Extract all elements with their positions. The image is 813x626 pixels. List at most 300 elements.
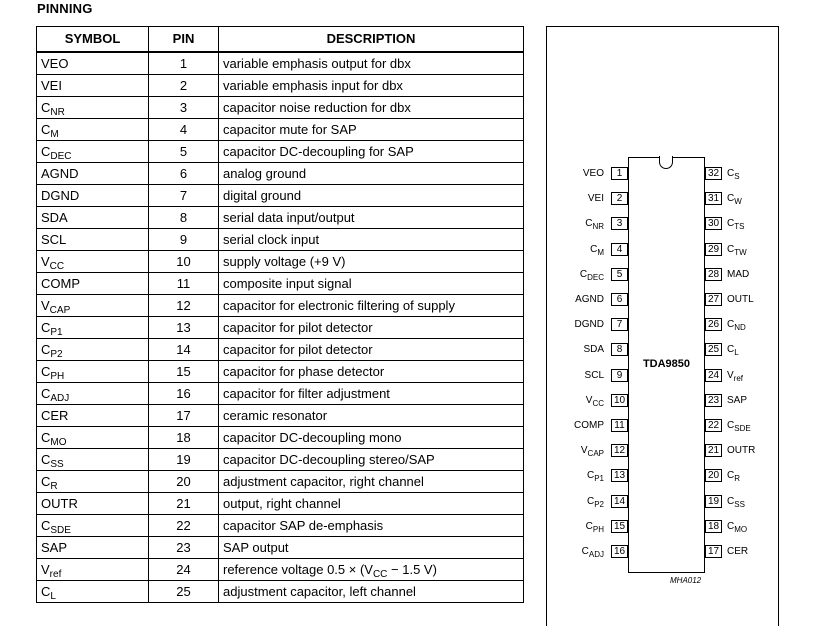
pin-description <box>219 207 524 229</box>
pin-label <box>588 192 604 206</box>
pin-symbol <box>37 119 149 141</box>
pin-symbol <box>37 361 149 383</box>
table-row <box>37 229 524 251</box>
description-text: serial data input/output <box>223 209 355 225</box>
pin-label-main: V <box>580 445 588 456</box>
pin-number-box: 8 <box>611 343 628 356</box>
right-pin <box>705 545 795 559</box>
symbol-column-header: SYMBOL <box>37 27 149 53</box>
right-pin <box>705 318 795 332</box>
symbol-main: VEO <box>41 55 69 71</box>
symbol-main: C <box>41 143 51 159</box>
pin-number: 18 <box>149 427 219 449</box>
left-pin <box>560 495 628 509</box>
pin-symbol <box>37 97 149 119</box>
description-subscript: CC <box>372 568 388 580</box>
symbol-main: C <box>41 121 51 137</box>
pin-label-main: C <box>586 496 595 507</box>
pin-number: 6 <box>149 163 219 185</box>
pin-label <box>580 268 604 282</box>
pin-symbol <box>37 581 149 603</box>
table-row <box>37 97 524 119</box>
symbol-main: VEI <box>41 77 62 93</box>
table-row <box>37 251 524 273</box>
pin-label-main: C <box>590 244 598 255</box>
pin-number: 14 <box>149 339 219 361</box>
pin-label <box>590 243 604 257</box>
pin-label <box>575 318 604 332</box>
pin-label-main: C <box>585 218 593 229</box>
right-pin <box>705 394 795 408</box>
table-row <box>37 405 524 427</box>
pin-description <box>219 163 524 185</box>
pin-label-subscript: ADJ <box>588 550 604 559</box>
pin-number: 13 <box>149 317 219 339</box>
pin-description <box>219 493 524 515</box>
pin-number-box: 11 <box>611 419 628 432</box>
pin-label <box>727 520 747 534</box>
pin-description <box>219 141 524 163</box>
pin-symbol <box>37 251 149 273</box>
left-pin <box>560 419 628 433</box>
pin-description <box>219 339 524 361</box>
pin-label <box>727 268 749 282</box>
right-pin <box>705 343 795 357</box>
pin-label-subscript: W <box>734 197 742 206</box>
pin-description <box>219 229 524 251</box>
pin-label-main: C <box>727 244 735 255</box>
symbol-main: C <box>41 429 51 445</box>
pin-label <box>727 495 745 509</box>
table-row <box>37 493 524 515</box>
pin-number-box: 25 <box>705 343 722 356</box>
pin-symbol <box>37 559 149 581</box>
pin-number: 23 <box>149 537 219 559</box>
pin-label <box>585 369 604 383</box>
symbol-main: AGND <box>41 165 79 181</box>
pin-label <box>727 167 740 181</box>
pin-label <box>727 419 751 433</box>
symbol-main: C <box>41 99 51 115</box>
pin-description <box>219 251 524 273</box>
description-text: capacitor SAP de-emphasis <box>223 517 384 533</box>
pin-label <box>727 192 742 206</box>
left-pin <box>560 469 628 483</box>
pin-number-box: 21 <box>705 444 722 457</box>
right-pin <box>705 192 795 206</box>
symbol-main: C <box>41 363 51 379</box>
pin-description <box>219 537 524 559</box>
pin-label <box>575 293 604 307</box>
pin-label-main: C <box>727 218 735 229</box>
left-pin <box>560 217 628 231</box>
pin-symbol <box>37 339 149 361</box>
pin-label-main: MAD <box>727 269 750 280</box>
description-text: variable emphasis output for dbx <box>223 55 411 71</box>
pin-number: 17 <box>149 405 219 427</box>
pin-label-subscript: P1 <box>594 474 604 483</box>
table-row <box>37 119 524 141</box>
pin-number-box: 13 <box>611 469 628 482</box>
table-row <box>37 52 524 75</box>
pin-label-main: CER <box>727 546 749 557</box>
pin-number-box: 20 <box>705 469 722 482</box>
pin-symbol <box>37 449 149 471</box>
pin-label-main: V <box>585 395 593 406</box>
symbol-subscript: PH <box>50 370 65 382</box>
symbol-subscript: CAP <box>49 304 71 316</box>
pin-description <box>219 405 524 427</box>
pin-label-subscript: PH <box>592 525 604 534</box>
symbol-main: COMP <box>41 275 80 291</box>
pin-label-main: C <box>727 521 735 532</box>
left-pin <box>560 167 628 181</box>
pin-number-box: 1 <box>611 167 628 180</box>
pin-description <box>219 361 524 383</box>
pin-description <box>219 471 524 493</box>
pin-label-main: OUTR <box>727 445 756 456</box>
pin-label <box>727 243 747 257</box>
symbol-main: SCL <box>41 231 67 247</box>
pin-symbol <box>37 52 149 75</box>
pin-label <box>727 293 754 307</box>
pin-symbol <box>37 405 149 427</box>
symbol-subscript: MO <box>50 436 67 448</box>
pin-description <box>219 515 524 537</box>
pin-number: 16 <box>149 383 219 405</box>
chip-name: TDA9850 <box>642 358 691 370</box>
pin-description <box>219 185 524 207</box>
pin-description <box>219 427 524 449</box>
pin-number: 21 <box>149 493 219 515</box>
pin-label-subscript: CAP <box>587 449 604 458</box>
pin-number-box: 3 <box>611 217 628 230</box>
description-text: adjustment capacitor, right channel <box>223 473 424 489</box>
pin-label <box>727 318 746 332</box>
pin-number-box: 30 <box>705 217 722 230</box>
pin-label-subscript: SDE <box>734 424 751 433</box>
pin-symbol <box>37 493 149 515</box>
pin-label <box>581 444 604 458</box>
pin-number-box: 24 <box>705 369 722 382</box>
pin-label-subscript: M <box>597 248 604 257</box>
pin-number: 25 <box>149 581 219 603</box>
pin-label-main: VEO <box>582 168 604 179</box>
pin-number: 4 <box>149 119 219 141</box>
pin-label <box>583 343 604 357</box>
pin-label-subscript: ref <box>733 374 744 383</box>
symbol-subscript: SS <box>50 458 64 470</box>
left-pin <box>560 318 628 332</box>
symbol-main: C <box>41 385 51 401</box>
pin-number-box: 7 <box>611 318 628 331</box>
pin-symbol <box>37 383 149 405</box>
pin-label <box>727 343 739 357</box>
pin-label <box>582 545 604 559</box>
pin-symbol <box>37 471 149 493</box>
table-row <box>37 273 524 295</box>
symbol-subscript: R <box>50 480 58 492</box>
pin-label-subscript: R <box>734 474 741 483</box>
pin-number: 11 <box>149 273 219 295</box>
pin-number-box: 22 <box>705 419 722 432</box>
table-row <box>37 207 524 229</box>
symbol-main: C <box>41 517 51 533</box>
symbol-main: V <box>41 561 50 577</box>
pin-symbol <box>37 295 149 317</box>
pin-number-box: 23 <box>705 394 722 407</box>
pin-description <box>219 52 524 75</box>
pin-number: 24 <box>149 559 219 581</box>
pin-symbol <box>37 515 149 537</box>
description-text: capacitor for pilot detector <box>223 319 373 335</box>
left-pin <box>560 444 628 458</box>
pin-label-main: C <box>727 470 735 481</box>
right-pin <box>705 243 795 257</box>
symbol-main: SAP <box>41 539 68 555</box>
pin-symbol <box>37 75 149 97</box>
description-tail: − 1.5 V) <box>387 561 437 577</box>
pin-number-box: 31 <box>705 192 722 205</box>
pin-label-subscript: TW <box>734 248 747 257</box>
right-pin <box>705 520 795 534</box>
pin-label-main: OUTL <box>727 294 754 305</box>
pin-symbol <box>37 427 149 449</box>
table-row <box>37 449 524 471</box>
pin-symbol <box>37 185 149 207</box>
pin-number-box: 15 <box>611 520 628 533</box>
pin-label <box>727 469 740 483</box>
pin-label <box>727 217 744 231</box>
pin-label-subscript: L <box>734 348 739 357</box>
symbol-subscript: ref <box>49 568 62 580</box>
pin-number: 10 <box>149 251 219 273</box>
table-row <box>37 427 524 449</box>
description-text: variable emphasis input for dbx <box>223 77 403 93</box>
table-row <box>37 141 524 163</box>
pin-label-subscript: P2 <box>594 500 604 509</box>
pin-number-box: 26 <box>705 318 722 331</box>
pin-number-box: 10 <box>611 394 628 407</box>
left-pin <box>560 394 628 408</box>
pin-number-box: 32 <box>705 167 722 180</box>
pin-label-main: SAP <box>727 395 748 406</box>
left-pin <box>560 192 628 206</box>
pin-label <box>727 369 743 383</box>
pin-label <box>585 217 604 231</box>
symbol-subscript: L <box>50 590 56 602</box>
description-text: ceramic resonator <box>223 407 328 423</box>
left-pin <box>560 268 628 282</box>
description-text: capacitor DC-decoupling mono <box>223 429 402 445</box>
left-pin <box>560 369 628 383</box>
pin-symbol <box>37 207 149 229</box>
pin-number: 19 <box>149 449 219 471</box>
symbol-subscript: NR <box>50 106 65 118</box>
right-pin <box>705 217 795 231</box>
pin-number-box: 4 <box>611 243 628 256</box>
pin-description <box>219 273 524 295</box>
pin-number: 12 <box>149 295 219 317</box>
pin-label-subscript: TS <box>734 222 745 231</box>
pin-number-box: 5 <box>611 268 628 281</box>
right-pin <box>705 495 795 509</box>
table-header-row <box>37 27 524 53</box>
symbol-subscript: P2 <box>50 348 63 360</box>
pin-number: 15 <box>149 361 219 383</box>
pin-number: 3 <box>149 97 219 119</box>
pin-symbol <box>37 317 149 339</box>
pin-label-main: SCL <box>584 370 604 381</box>
description-text: capacitor mute for SAP <box>223 121 357 137</box>
description-text: supply voltage (+9 V) <box>223 253 346 269</box>
left-pin <box>560 343 628 357</box>
pin-label-subscript: DEC <box>587 273 604 282</box>
description-text: serial clock input <box>223 231 320 247</box>
symbol-main: C <box>41 583 51 599</box>
description-text: capacitor for pilot detector <box>223 341 373 357</box>
left-pin <box>560 293 628 307</box>
symbol-main: C <box>41 451 51 467</box>
pin-number: 1 <box>149 52 219 75</box>
pin-description <box>219 449 524 471</box>
symbol-subscript: DEC <box>50 150 72 162</box>
pin-number-box: 19 <box>705 495 722 508</box>
table-row <box>37 339 524 361</box>
description-text: analog ground <box>223 165 307 181</box>
symbol-main: CER <box>41 407 69 423</box>
description-text: capacitor for electronic filtering of supply <box>223 297 455 313</box>
table-row <box>37 163 524 185</box>
right-pin <box>705 369 795 383</box>
table-row <box>37 383 524 405</box>
right-pin <box>705 293 795 307</box>
pin-label-main: C <box>581 546 589 557</box>
description-text: SAP output <box>223 539 289 555</box>
pin-symbol <box>37 141 149 163</box>
pin-number-box: 27 <box>705 293 722 306</box>
table-body <box>37 52 524 603</box>
symbol-main: C <box>41 341 51 357</box>
pin-number-box: 12 <box>611 444 628 457</box>
pin-description <box>219 559 524 581</box>
right-pin <box>705 469 795 483</box>
pin-label-subscript: S <box>734 172 740 181</box>
right-pin <box>705 167 795 181</box>
symbol-main: V <box>41 253 50 269</box>
table-row <box>37 581 524 603</box>
pin-label-main: C <box>727 344 735 355</box>
pin-label-main: C <box>585 521 593 532</box>
table-row <box>37 361 524 383</box>
description-text: capacitor DC-decoupling for SAP <box>223 143 414 159</box>
figure-code: MHA012 <box>670 576 702 585</box>
pin-number: 2 <box>149 75 219 97</box>
pin-symbol <box>37 273 149 295</box>
pin-number-box: 6 <box>611 293 628 306</box>
pin-number: 9 <box>149 229 219 251</box>
table-row <box>37 559 524 581</box>
pin-symbol <box>37 229 149 251</box>
left-pin <box>560 545 628 559</box>
pin-description <box>219 317 524 339</box>
pin-number-box: 16 <box>611 545 628 558</box>
symbol-main: V <box>41 297 50 313</box>
description-text: composite input signal <box>223 275 352 291</box>
pin-label-main: C <box>727 319 735 330</box>
pin-label-subscript: MO <box>734 525 748 534</box>
table-row <box>37 75 524 97</box>
left-pin <box>560 243 628 257</box>
pin-label <box>583 167 604 181</box>
pin-label <box>574 419 604 433</box>
pin-label <box>586 520 604 534</box>
pin-number-box: 18 <box>705 520 722 533</box>
pin-label-main: COMP <box>574 420 604 431</box>
pin-description <box>219 119 524 141</box>
pin-number: 22 <box>149 515 219 537</box>
description-text: capacitor noise reduction for dbx <box>223 99 411 115</box>
table-row <box>37 185 524 207</box>
pin-description <box>219 581 524 603</box>
pin-label <box>727 545 748 559</box>
symbol-subscript: P1 <box>50 326 63 338</box>
table-row <box>37 295 524 317</box>
pin-label-main: C <box>727 420 735 431</box>
symbol-main: C <box>41 319 51 335</box>
symbol-main: C <box>41 473 51 489</box>
symbol-subscript: ADJ <box>50 392 70 404</box>
pin-label-subscript: ND <box>734 323 746 332</box>
symbol-main: SDA <box>41 209 68 225</box>
pin-number-box: 9 <box>611 369 628 382</box>
pin-symbol <box>37 163 149 185</box>
table-row <box>37 471 524 493</box>
pin-description <box>219 97 524 119</box>
pin-label-main: AGND <box>575 294 604 305</box>
right-pin <box>705 419 795 433</box>
pin-number: 20 <box>149 471 219 493</box>
symbol-main: DGND <box>41 187 80 203</box>
pin-label-subscript: NR <box>592 222 604 231</box>
left-pin <box>560 520 628 534</box>
pin-label-main: C <box>727 496 735 507</box>
pinning-table <box>36 26 524 603</box>
symbol-subscript: M <box>50 128 59 140</box>
pin-label-subscript: CC <box>592 399 604 408</box>
section-title: PINNING <box>37 1 93 16</box>
description-column-header: DESCRIPTION <box>219 27 524 53</box>
pin-label-main: C <box>727 193 735 204</box>
pin-label-main: V <box>727 370 734 381</box>
pin-number-box: 17 <box>705 545 722 558</box>
pin-label <box>587 495 604 509</box>
pin-label <box>727 394 747 408</box>
pin-number-box: 28 <box>705 268 722 281</box>
description-text: digital ground <box>223 187 302 203</box>
symbol-subscript: CC <box>49 260 65 272</box>
description-text: capacitor for filter adjustment <box>223 385 390 401</box>
symbol-subscript: SDE <box>50 524 71 536</box>
pin-number-box: 2 <box>611 192 628 205</box>
table-row <box>37 317 524 339</box>
pin-label-main: SDA <box>583 344 604 355</box>
right-pin <box>705 268 795 282</box>
pin-description <box>219 295 524 317</box>
pin-symbol <box>37 537 149 559</box>
pin-label-main: C <box>727 168 735 179</box>
pin-label <box>727 444 755 458</box>
